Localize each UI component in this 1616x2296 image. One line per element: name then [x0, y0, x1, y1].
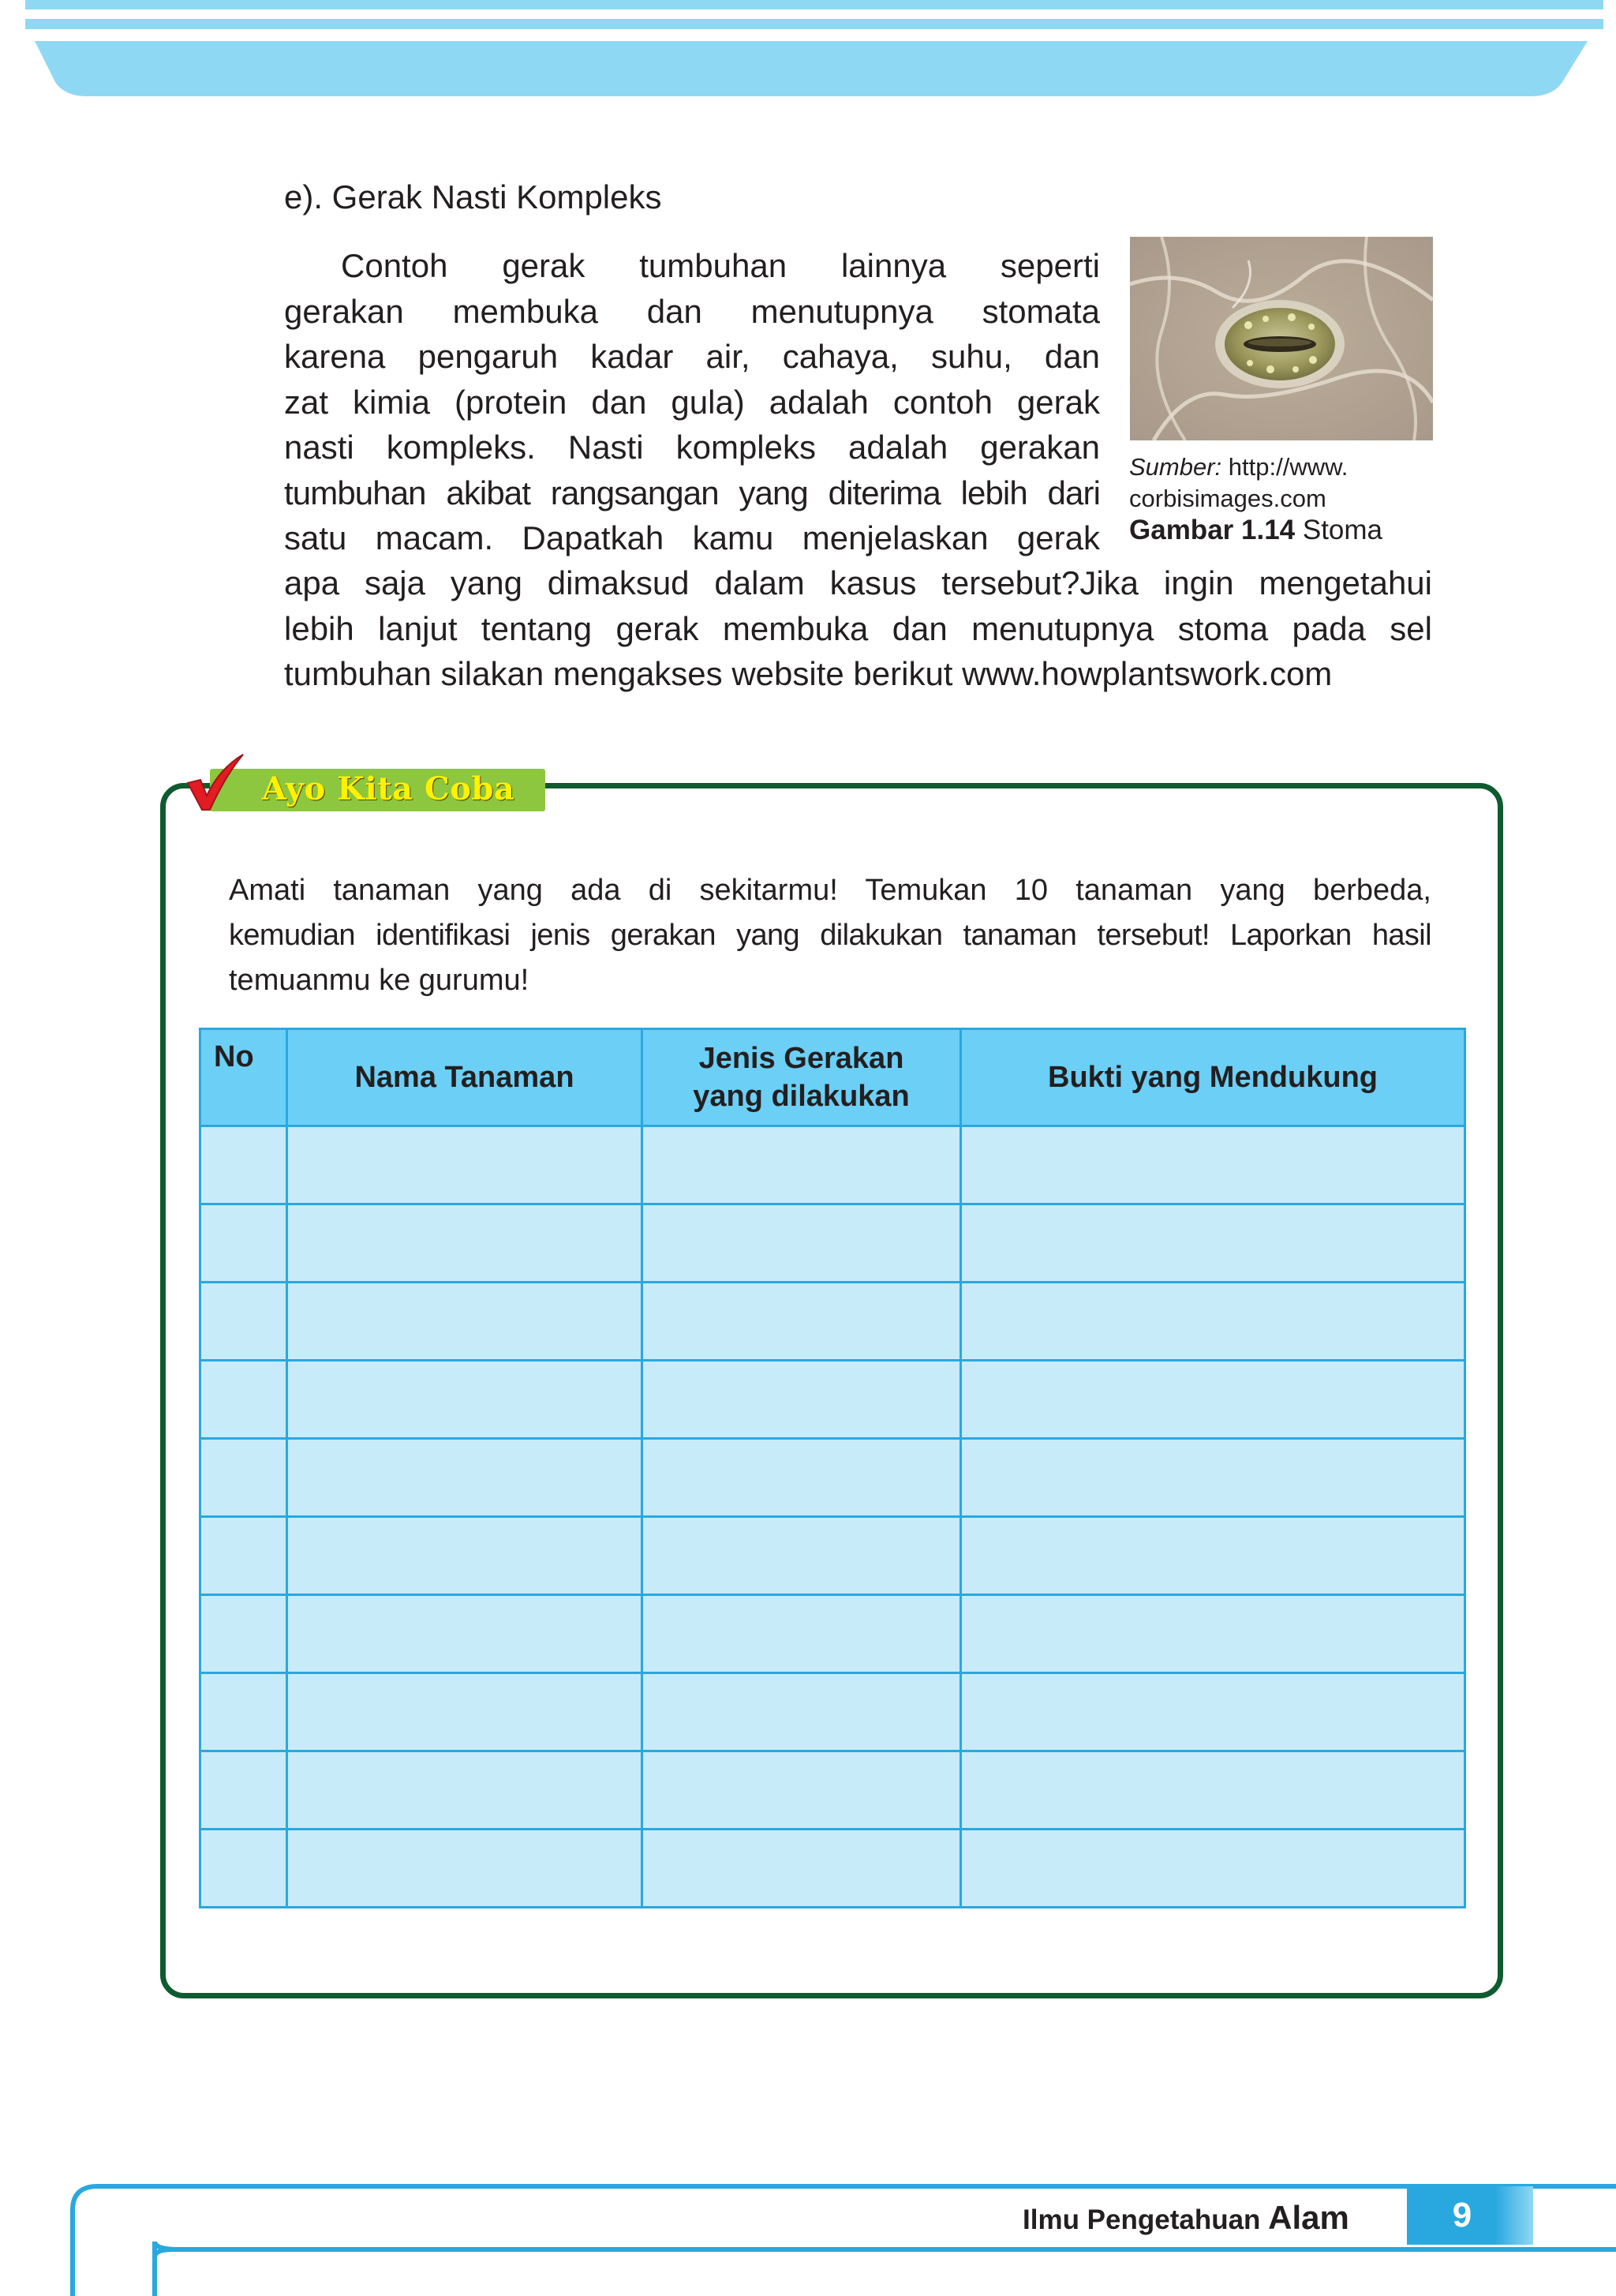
table-cell[interactable]: [200, 1439, 287, 1517]
table-cell[interactable]: [287, 1517, 642, 1595]
table-cell[interactable]: [642, 1673, 961, 1751]
table-cell[interactable]: [287, 1673, 642, 1751]
observation-table: [199, 1028, 1466, 1908]
table-row: [200, 1439, 1465, 1517]
column-header-evidence: Bukti yang Mendukung: [961, 1029, 1465, 1126]
header-band: [0, 41, 1616, 98]
figure-caption: [1129, 451, 1383, 545]
table-cell[interactable]: [287, 1751, 642, 1830]
table-cell[interactable]: [287, 1283, 642, 1361]
table-cell[interactable]: [961, 1830, 1465, 1908]
table-cell[interactable]: [961, 1283, 1465, 1361]
column-header-movement-line1: Jenis Gerakan: [698, 1042, 904, 1075]
paragraph-line: nasti kompleks. Nasti kompleks adalah gerakan: [284, 429, 1100, 466]
table-row: [200, 1595, 1465, 1673]
table-row: [200, 1126, 1465, 1204]
table-cell[interactable]: [642, 1361, 961, 1439]
book-title: [1023, 2199, 1349, 2237]
table-cell[interactable]: [961, 1595, 1465, 1673]
paragraph-line: apa saja yang dimaksud dalam kasus tersebut?Jika ingin mengetahui: [284, 564, 1432, 601]
paragraph-line: karena pengaruh kadar air, cahaya, suhu, dan: [284, 338, 1100, 375]
table-header-row: [200, 1029, 1465, 1126]
figure-number: Gambar 1.14: [1129, 515, 1296, 545]
activity-instructions: [229, 868, 1431, 1003]
table-cell[interactable]: [961, 1126, 1465, 1204]
table-cell[interactable]: [287, 1439, 642, 1517]
table-row: [200, 1283, 1465, 1361]
paragraph-line: tumbuhan akibat rangsangan yang diterima lebih dari: [284, 474, 1100, 511]
table-cell[interactable]: [287, 1361, 642, 1439]
table-cell[interactable]: [200, 1126, 287, 1204]
table-row: [200, 1830, 1465, 1908]
source-label: Sumber:: [1129, 453, 1222, 481]
table-cell[interactable]: [287, 1126, 642, 1204]
column-header-plant-name: Nama Tanaman: [287, 1029, 642, 1126]
table-cell[interactable]: [200, 1673, 287, 1751]
figure-title: Stoma: [1302, 515, 1383, 545]
table-cell[interactable]: [642, 1751, 961, 1830]
paragraph-line: tumbuhan silakan mengakses website berikut www.howplantswork.com: [284, 655, 1333, 692]
table-cell[interactable]: [642, 1830, 961, 1908]
table-cell[interactable]: [961, 1361, 1465, 1439]
paragraph-line: Contoh gerak tumbuhan lainnya seperti: [341, 247, 1100, 284]
table-cell[interactable]: [642, 1283, 961, 1361]
table-row: [200, 1673, 1465, 1751]
source-url-line2: corbisimages.com: [1129, 485, 1326, 512]
table-cell[interactable]: [961, 1439, 1465, 1517]
table-row: [200, 1204, 1465, 1283]
column-header-no: No: [200, 1029, 287, 1126]
table-cell[interactable]: [642, 1204, 961, 1283]
page-number: 9: [1452, 2196, 1472, 2234]
activity-badge: [183, 751, 546, 815]
header-stripe-top: [25, 0, 1603, 9]
book-title-big: Alam: [1268, 2199, 1349, 2236]
table-cell[interactable]: [287, 1204, 642, 1283]
table-cell[interactable]: [961, 1204, 1465, 1283]
source-url-line1: http://www.: [1228, 453, 1349, 481]
instruction-line: Amati tanaman yang ada di sekitarmu! Temukan 10 tanaman yang berbeda,: [229, 874, 1431, 907]
stoma-photo: [1130, 237, 1433, 440]
table-cell[interactable]: [961, 1517, 1465, 1595]
paragraph-wide: [284, 560, 1432, 697]
table-cell[interactable]: [200, 1517, 287, 1595]
table-cell[interactable]: [200, 1361, 287, 1439]
column-header-movement-line2: yang dilakukan: [693, 1080, 910, 1113]
table-cell[interactable]: [642, 1439, 961, 1517]
badge-label: Ayo Kita Coba: [262, 770, 515, 807]
instruction-line: kemudian identifikasi jenis gerakan yang dilakukan tanaman tersebut! Laporkan hasil: [229, 919, 1431, 952]
table-cell[interactable]: [200, 1751, 287, 1830]
table-cell[interactable]: [200, 1283, 287, 1361]
table-cell[interactable]: [287, 1595, 642, 1673]
table-row: [200, 1751, 1465, 1830]
paragraph-narrow: [284, 243, 1100, 561]
footer-frame: [0, 2178, 1616, 2296]
table-row: [200, 1517, 1465, 1595]
book-title-text: Ilmu Pengetahuan: [1023, 2204, 1261, 2235]
section-heading: e). Gerak Nasti Kompleks: [284, 178, 662, 215]
header-stripe-middle: [25, 19, 1603, 29]
paragraph-line: zat kimia (protein dan gula) adalah contoh gerak: [284, 383, 1100, 421]
table-cell[interactable]: [642, 1595, 961, 1673]
instruction-line: temuanmu ke gurumu!: [229, 964, 529, 997]
paragraph-line: gerakan membuka dan menutupnya stomata: [284, 292, 1100, 330]
table-cell[interactable]: [287, 1830, 642, 1908]
table-cell[interactable]: [961, 1751, 1465, 1830]
table-cell[interactable]: [200, 1830, 287, 1908]
paragraph-line: lebih lanjut tentang gerak membuka dan menutupnya stoma pada sel: [284, 609, 1432, 647]
paragraph-line: satu macam. Dapatkah kamu menjelaskan gerak: [284, 519, 1100, 556]
column-header-movement-type: [642, 1029, 961, 1126]
table-row: [200, 1361, 1465, 1439]
table-cell[interactable]: [200, 1595, 287, 1673]
table-cell[interactable]: [642, 1126, 961, 1204]
table-cell[interactable]: [961, 1673, 1465, 1751]
table-cell[interactable]: [200, 1204, 287, 1283]
table-cell[interactable]: [642, 1517, 961, 1595]
checkmark-icon: [183, 751, 246, 815]
